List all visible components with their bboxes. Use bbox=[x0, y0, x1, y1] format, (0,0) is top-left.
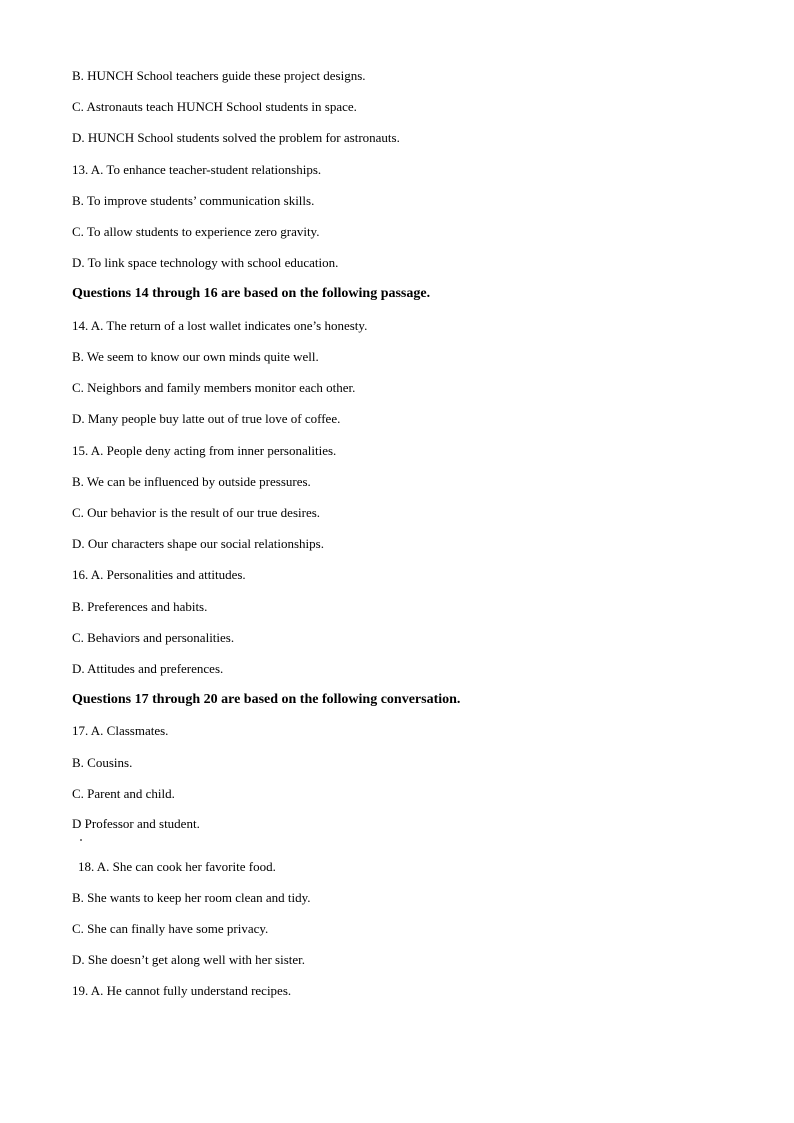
question-18-option-a: 18. A. She can cook her favorite food. bbox=[78, 859, 276, 874]
question-17-option-a: 17. A. Classmates. bbox=[72, 723, 169, 738]
option-12b: B. HUNCH School teachers guide these project designs. bbox=[72, 68, 366, 83]
option-12c: C. Astronauts teach HUNCH School students in space. bbox=[72, 99, 357, 114]
section-heading-conversation: Questions 17 through 20 are based on the following conversation. bbox=[72, 692, 461, 707]
question-19-option-a: 19. A. He cannot fully understand recipes. bbox=[72, 983, 292, 998]
option-14b: B. We seem to know our own minds quite well. bbox=[72, 349, 319, 364]
option-15d: D. Our characters shape our social relationships. bbox=[72, 536, 324, 551]
option-12d: D. HUNCH School students solved the problem for astronauts. bbox=[72, 130, 400, 145]
option-18d: D. She doesn’t get along well with her sister. bbox=[72, 952, 306, 967]
option-17c: C. Parent and child. bbox=[72, 786, 175, 801]
question-15-option-a: 15. A. People deny acting from inner personalities. bbox=[72, 443, 337, 458]
option-15c: C. Our behavior is the result of our true desires. bbox=[72, 505, 321, 520]
option-18c: C. She can finally have some privacy. bbox=[72, 921, 269, 936]
option-13b: B. To improve students’ communication skills. bbox=[72, 193, 315, 208]
option-16d: D. Attitudes and preferences. bbox=[72, 661, 224, 676]
option-17b: B. Cousins. bbox=[72, 755, 133, 770]
option-17d: D Professor and student. bbox=[72, 816, 200, 831]
option-18b: B. She wants to keep her room clean and tidy. bbox=[72, 890, 311, 905]
option-14c: C. Neighbors and family members monitor each other. bbox=[72, 380, 356, 395]
question-14-option-a: 14. A. The return of a lost wallet indicates one’s honesty. bbox=[72, 318, 368, 333]
option-16b: B. Preferences and habits. bbox=[72, 599, 208, 614]
section-heading-passage: Questions 14 through 16 are based on the following passage. bbox=[72, 286, 431, 301]
option-16c: C. Behaviors and personalities. bbox=[72, 630, 235, 645]
option-15b: B. We can be influenced by outside pressures. bbox=[72, 474, 311, 489]
option-13d: D. To link space technology with school education. bbox=[72, 255, 339, 270]
option-13c: C. To allow students to experience zero gravity. bbox=[72, 224, 320, 239]
stray-dot-mark bbox=[80, 839, 82, 841]
option-14d: D. Many people buy latte out of true love of coffee. bbox=[72, 411, 341, 426]
question-13-option-a: 13. A. To enhance teacher-student relationships. bbox=[72, 162, 322, 177]
question-16-option-a: 16. A. Personalities and attitudes. bbox=[72, 567, 246, 582]
